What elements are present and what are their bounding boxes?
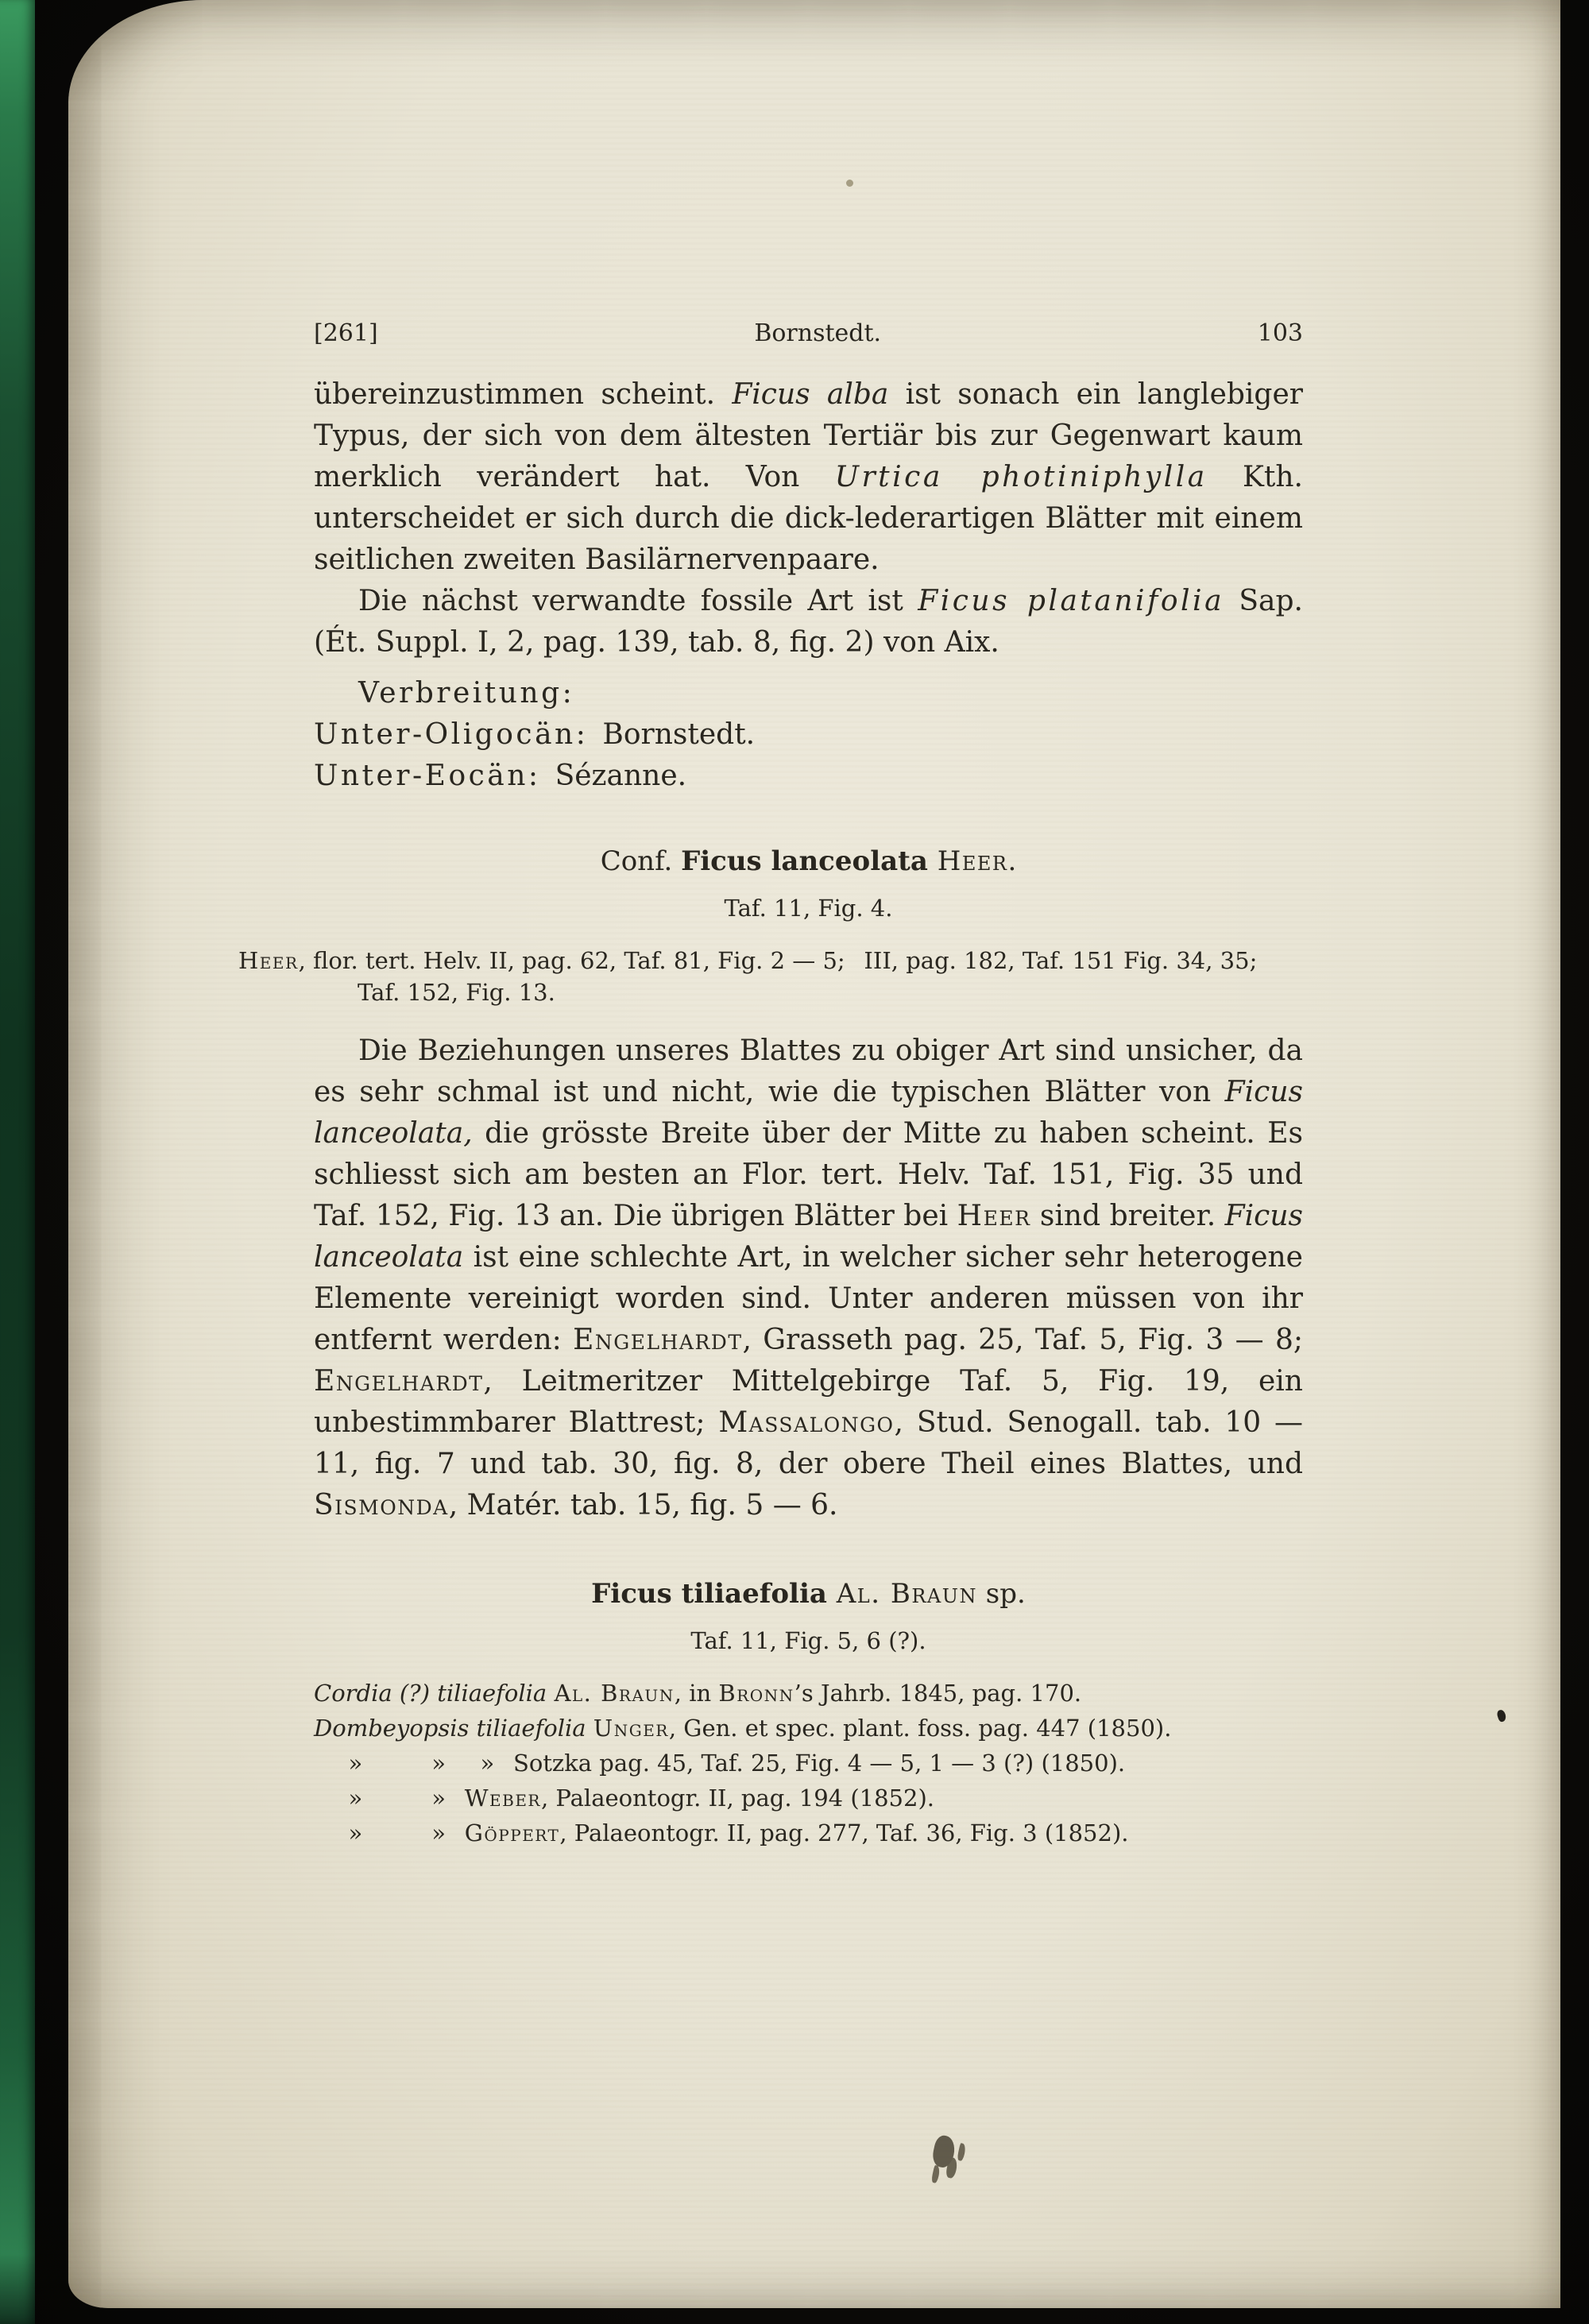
synonymy-list (314, 1676, 1303, 1850)
book-cover-edge (0, 0, 35, 2324)
page-header (314, 319, 1303, 347)
verbreitung-line: Verbreitung: (358, 677, 575, 710)
synonymy-row: » » Weber, Palaeontogr. II, pag. 194 (1852). (314, 1785, 934, 1812)
paragraph-platanifolia: Die nächst verwandte fossile Art ist Ficus platanifolia Sap. (Ét. Suppl. I, 2, pag. 139, tab. 8, fig. 2) von Aix. (314, 585, 1303, 659)
synonymy-row: » » » Sotzka pag. 45, Taf. 25, Fig. 4 — 5, 1 — 3 (?) (1850). (314, 1750, 1126, 1777)
plate-reference-tiliaefolia: Taf. 11, Fig. 5, 6 (?). (690, 1627, 926, 1654)
synonymy-row: Dombeyopsis tiliaefolia Unger, Gen. et spec. plant. foss. pag. 447 (1850). (314, 1715, 1172, 1742)
synonymy-row: Cordia (?) tiliaefolia Al. Braun, in Bronn’s Jahrb. 1845, pag. 170. (314, 1680, 1082, 1707)
running-title: Bornstedt. (754, 319, 882, 347)
synonymy-row: » » Göppert, Palaeontogr. II, pag. 277, Taf. 36, Fig. 3 (1852). (314, 1819, 1129, 1846)
page-content (238, 0, 1304, 1850)
dot-mark (846, 180, 853, 187)
sheet-signature: [261] (314, 319, 378, 347)
paragraph-ficus-alba: übereinzustimmen scheint. Ficus alba ist sonach ein langlebiger Typus, der sich von dem ältesten Tertiär bis zur Gegenwart kaum merklich verändert hat. Von Urtica photiniphylla Kth. unterscheidet er sich durch die dick-lederartigen Blätter mit einem seitlichen zweiten Basilärnervenpaare. (314, 378, 1303, 576)
distribution-unter-eocaen: Unter-Eocän: Sézanne. (314, 760, 687, 792)
paragraph-lanceolata-discussion: Die Beziehungen unseres Blattes zu obiger Art sind unsicher, da es sehr schmal ist und nicht, wie die typischen Blätter von Ficus lanceolata, die grösste Breite über der Mitte zu haben scheint. Es schliesst sich am besten an Flor. tert. Helv. Taf. 151, Fig. 35 und Taf. 152, Fig. 13 an. Die übrigen Blätter bei Heer sind breiter. Ficus lanceolata ist eine schlechte Art, in welcher sicher sehr heterogene Elemente vereinigt worden sind. Unter anderen müssen von ihr entfernt werden: Engelhardt, Grasseth pag. 25, Taf. 5, Fig. 3 — 8; Engelhardt, Leitmeritzer Mittelgebirge Taf. 5, Fig. 19, ein unbestimmbarer Blattrest; Massalongo, Stud. Senogall. tab. 10 — 11, fig. 7 und tab. 30, fig. 8, der obere Theil eines Blattes, und Sismonda, Matér. tab. 15, fig. 5 — 6. (314, 1034, 1304, 1522)
species-heading-lanceolata: Conf. Ficus lanceolata Heer. (600, 845, 1017, 877)
literature-reference-heer: Heer, flor. tert. Helv. II, pag. 62, Taf. 81, Fig. 2 — 5; III, pag. 182, Taf. 151 Fig. 34, 35; Taf. 152, Fig. 13. (238, 947, 1258, 1006)
book-page (68, 0, 1560, 2308)
ink-speck (1496, 1709, 1507, 1723)
distribution-unter-oligocaen: Unter-Oligocän: Bornstedt. (314, 718, 756, 751)
page-number: 103 (1257, 319, 1303, 347)
species-heading-tiliaefolia: Ficus tiliaefolia Al. Braun sp. (591, 1578, 1026, 1610)
plate-reference-lanceolata: Taf. 11, Fig. 4. (724, 895, 893, 922)
stain-mark (930, 2134, 957, 2170)
